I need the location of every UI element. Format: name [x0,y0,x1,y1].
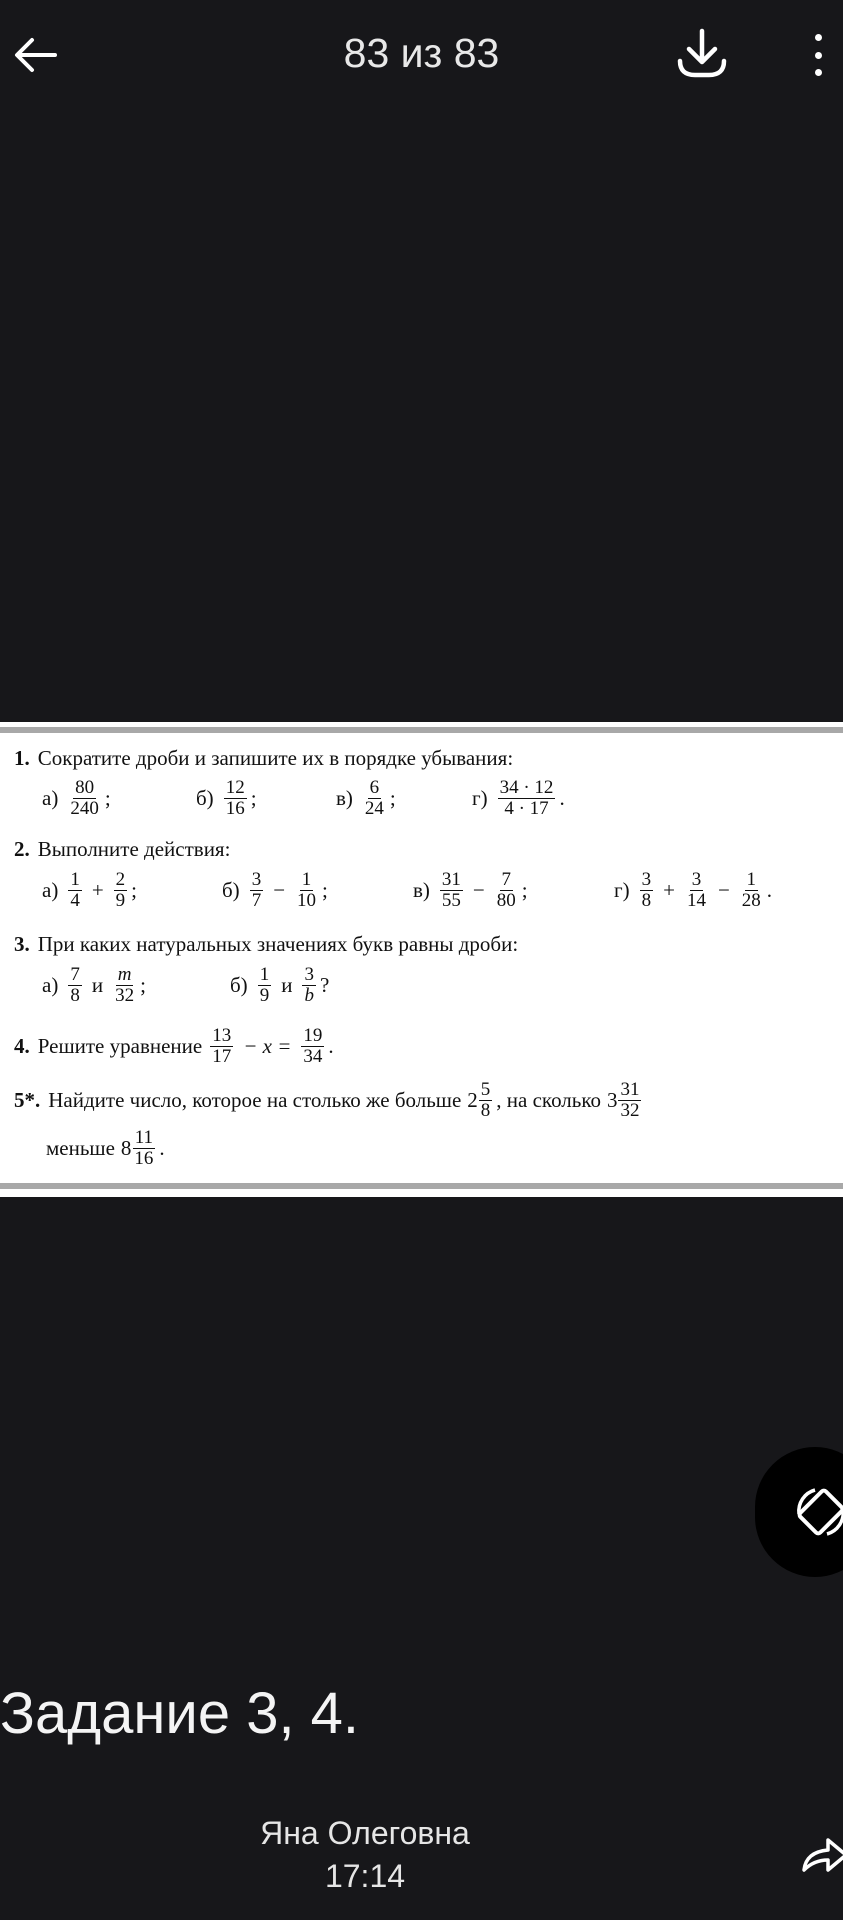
task-3-item-b: б) $\frac{1}{9}$ и $\frac{3}{b}$ ? [230,964,330,1006]
page-counter: 83 из 83 [343,30,500,76]
sender-name: Яна Олеговна [260,1815,470,1851]
fraction: $\frac{12}{16}$ [225,777,245,819]
task-2-item-g: г) $\frac{3}{8}$ + $\frac{3}{14}$ − $\frac{1}{28}$ . [614,869,773,911]
task-text: При каких натуральных значениях букв равны дроби: [37,932,519,956]
download-button[interactable] [672,24,732,84]
rotate-button[interactable] [755,1447,843,1577]
task-2-heading [14,837,230,862]
task-text: Решите уравнение [37,1033,203,1058]
task-number: 1. [14,746,30,770]
task-text: Выполните действия: [37,837,231,861]
task-number: 4. [14,1033,30,1058]
fraction: $\frac{34 \cdot 12}{4 \cdot 17}$ [499,777,554,819]
more-options-button[interactable] [800,30,836,80]
more-vertical-icon [815,34,822,41]
task-2-item-b: б) $\frac{3}{7}$ − $\frac{1}{10}$ ; [222,869,328,911]
fraction: $\frac{6}{24}$ [364,777,384,819]
task-2-item-v: в) $\frac{31}{55}$ − $\frac{7}{80}$ ; [413,869,528,911]
task-1-item-v: в) $\frac{6}{24}$ ; [336,777,396,819]
task-number: 5*. [14,1087,41,1112]
task-number: 2. [14,837,30,861]
task-1-item-b: б) $\frac{12}{16}$ ; [196,777,257,819]
share-arrow-icon [800,1830,843,1880]
share-button[interactable] [800,1830,843,1880]
screen-rotation-icon [793,1484,843,1540]
document-image[interactable] [0,722,843,1197]
task-text: Сократите дроби и запишите их в порядке убывания: [37,746,514,770]
task-text: Найдите число, которое на столько же больше [48,1087,462,1112]
divider [0,1183,843,1189]
task-2-item-a: а) $\frac{1}{4}$ + $\frac{2}{9}$ ; [42,869,138,911]
task-3-item-a: а) $\frac{7}{8}$ и $\frac{m}{32}$ ; [42,964,146,1006]
task-1-item-a: а) $\frac{80}{240}$ ; [42,777,111,819]
task-1-heading [14,746,513,771]
message-time: 17:14 [324,1858,406,1894]
math-worksheet [0,722,843,1197]
fraction: $\frac{80}{240}$ [70,777,99,819]
download-icon [675,27,729,81]
task-3-heading [14,932,518,957]
task-5-line-2: меньше 8 $\frac{11}{16}$ . [46,1127,165,1169]
task-1-item-g: г) $\frac{34 \cdot 12}{4 \cdot 17}$ . [472,777,565,819]
task-5: 5*. Найдите число, которое на столько же больше 2 $\frac{5}{8}$ , на сколько 3 $\frac{31}{32}$ [14,1079,640,1121]
task-number: 3. [14,932,30,956]
message-caption: Задание 3, 4. [0,1681,360,1746]
task-4: 4. Решите уравнение $\frac{13}{17}$ − x = $\frac{19}{34}$ . [14,1025,334,1067]
viewer-toolbar [0,0,843,110]
